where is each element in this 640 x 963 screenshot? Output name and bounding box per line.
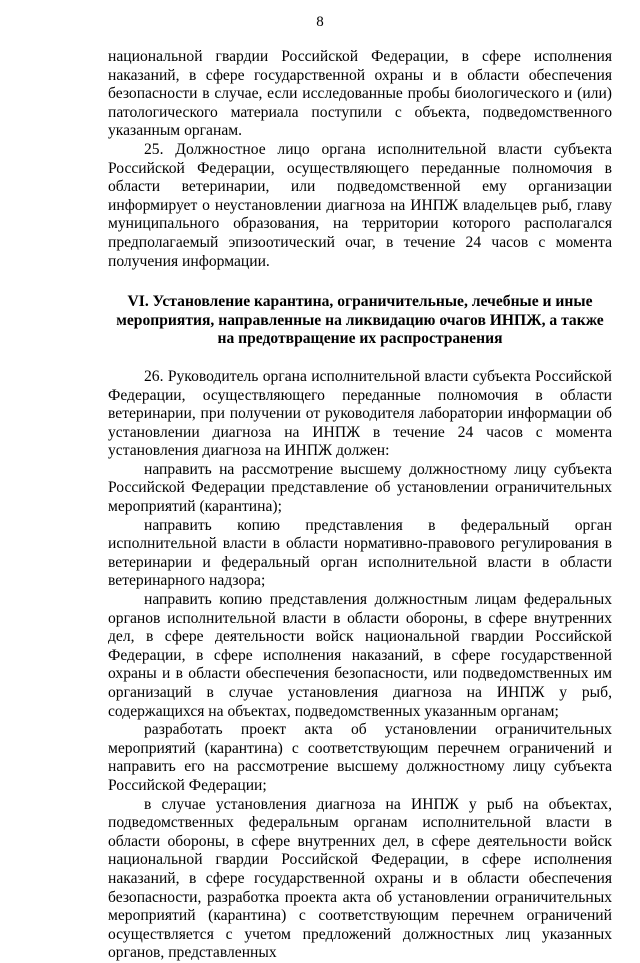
paragraph-25: 25. Должностное лицо органа исполнительной власти субъекта Российской Федерации, осуществляющего переданные полномочия в области ветеринарии, или подведомственной ему организации информирует о неустановлении диагноза на ИНПЖ владельцев рыб, главу муниципального образования, на территории которого располагался предполагаемый эпизоотический очаг, в течение 24 часов с момента получения информации. bbox=[108, 140, 612, 270]
paragraph-26-intro: 26. Руководитель органа исполнительной власти субъекта Российской Федерации, осуществляющего переданные полномочия в области ветеринарии, при получении от руководителя лаборатории информации об установлении диагноза на ИНПЖ в течение 24 часов с момента установления диагноза на ИНПЖ должен: bbox=[108, 367, 612, 460]
list-item-2: направить копию представления в федеральный орган исполнительной власти в области нормативно-правового регулирования в ветеринарии и федеральный орган исполнительной власти в области ветеринарного надзора; bbox=[108, 516, 612, 590]
list-item-1: направить на рассмотрение высшему должностному лицу субъекта Российской Федерации представление об установлении ограничительных мероприятий (карантина); bbox=[108, 460, 612, 516]
document-body bbox=[108, 48, 612, 963]
paragraph-continuation: национальной гвардии Российской Федерации, в сфере исполнения наказаний, в сфере государственной охраны и в области обеспечения безопасности в случае, если исследованные пробы биологического и (или) патологического материала поступили с объекта, подведомственного указанным органам. bbox=[108, 48, 612, 140]
list-item-3: направить копию представления должностным лицам федеральных органов исполнительной власти в области обороны, в сфере внутренних дел, в сфере деятельности войск национальной гвардии Российской Федерации, в сфере исполнения наказаний, в сфере государственной охраны и в области обеспечения безопасности, или подведомственных им организаций в случае установления диагноза на ИНПЖ у рыб, содержащихся на объектах, подведомственных указанным органам; bbox=[108, 591, 612, 720]
page-number: 8 bbox=[316, 14, 324, 30]
section-heading: VI. Установление карантина, ограничительные, лечебные и иные мероприятия, направленные на ликвидацию очагов ИНПЖ, а также на предотвращение их распространения bbox=[116, 293, 604, 348]
list-item-5: в случае установления диагноза на ИНПЖ у рыб на объектах, подведомственных федеральным органам исполнительной власти в области обороны, в сфере внутренних дел, в сфере деятельности войск национальной гвардии Российской Федерации, в сфере исполнения наказаний, в сфере государственной охраны и в области обеспечения безопасности, разработка проекта акта об установлении ограничительных мероприятий (карантина) с соответствующим перечнем ограничений осуществляется с учетом предложений должностных лиц указанных органов, представленных bbox=[108, 795, 612, 962]
list-item-4: разработать проект акта об установлении ограничительных мероприятий (карантина) с соответствующим перечнем ограничений и направить его на рассмотрение высшему должностному лицу субъекта Российской Федерации; bbox=[108, 721, 612, 794]
